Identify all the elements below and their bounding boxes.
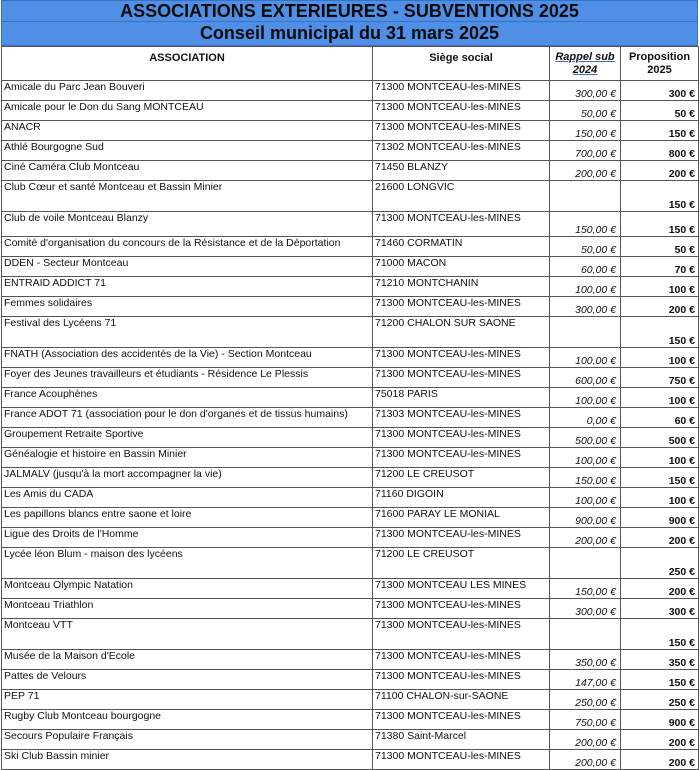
table-row (2, 579, 699, 599)
rappel-2024-cell: 150,00 € (550, 468, 621, 488)
rappel-2024-cell: 350,00 € (550, 650, 621, 670)
siege-social-cell: 71200 LE CREUSOT (373, 468, 550, 488)
proposition-2025-cell: 200 € (621, 528, 699, 548)
proposition-2025-cell: 150 € (621, 317, 699, 348)
rappel-2024-cell: 50,00 € (550, 101, 621, 121)
siege-social-cell: 71450 BLANZY (373, 161, 550, 181)
proposition-2025-cell: 150 € (621, 670, 699, 690)
siege-social-cell: 71160 DIGOIN (373, 488, 550, 508)
rappel-2024-cell: 200,00 € (550, 750, 621, 770)
table-row (2, 650, 699, 670)
proposition-2025-cell: 500 € (621, 428, 699, 448)
rappel-2024-cell: 100,00 € (550, 488, 621, 508)
proposition-2025-cell: 150 € (621, 468, 699, 488)
siege-social-cell: 71300 MONTCEAU-les-MINES (373, 750, 550, 770)
proposition-2025-cell: 70 € (621, 257, 699, 277)
rappel-2024-cell (550, 548, 621, 579)
proposition-2025-cell: 150 € (621, 181, 699, 212)
table-row (2, 368, 699, 388)
association-name-cell: Montceau Triathlon (2, 599, 373, 619)
proposition-2025-cell: 250 € (621, 690, 699, 710)
siege-social-cell: 71200 CHALON SUR SAONE (373, 317, 550, 348)
page-title: ASSOCIATIONS EXTERIEURES - SUBVENTIONS 2025 (1, 0, 698, 22)
proposition-2025-cell: 150 € (621, 212, 699, 237)
proposition-2025-cell: 900 € (621, 710, 699, 730)
proposition-2025-cell: 200 € (621, 730, 699, 750)
rappel-2024-cell: 100,00 € (550, 277, 621, 297)
siege-social-cell: 71300 MONTCEAU-les-MINES (373, 368, 550, 388)
table-row (2, 141, 699, 161)
siege-social-cell: 75018 PARIS (373, 388, 550, 408)
siege-social-cell: 71300 MONTCEAU-les-MINES (373, 81, 550, 101)
association-name-cell: Femmes solidaires (2, 297, 373, 317)
table-row (2, 710, 699, 730)
association-name-cell: Les Amis du CADA (2, 488, 373, 508)
header-siege: Siège social (373, 47, 550, 81)
siege-social-cell: 71200 LE CREUSOT (373, 548, 550, 579)
siege-social-cell: 71300 MONTCEAU-les-MINES (373, 212, 550, 237)
rappel-2024-cell: 100,00 € (550, 348, 621, 368)
rappel-2024-cell: 750,00 € (550, 710, 621, 730)
siege-social-cell: 71000 MACON (373, 257, 550, 277)
proposition-2025-cell: 100 € (621, 277, 699, 297)
association-name-cell: Athlé Bourgogne Sud (2, 141, 373, 161)
siege-social-cell: 71460 CORMATIN (373, 237, 550, 257)
proposition-2025-cell: 200 € (621, 161, 699, 181)
header-rappel (550, 47, 621, 81)
table-row (2, 388, 699, 408)
siege-social-cell: 71300 MONTCEAU-les-MINES (373, 428, 550, 448)
siege-social-cell: 71300 MONTCEAU-les-MINES (373, 528, 550, 548)
rappel-2024-cell: 50,00 € (550, 237, 621, 257)
rappel-2024-cell: 200,00 € (550, 730, 621, 750)
proposition-2025-cell: 250 € (621, 548, 699, 579)
rappel-2024-cell: 150,00 € (550, 121, 621, 141)
siege-social-cell: 71300 MONTCEAU-les-MINES (373, 348, 550, 368)
association-name-cell: Club Cœur et santé Montceau et Bassin Minier (2, 181, 373, 212)
table-row (2, 237, 699, 257)
proposition-2025-cell: 900 € (621, 508, 699, 528)
rappel-2024-cell: 147,00 € (550, 670, 621, 690)
table-row (2, 317, 699, 348)
table-row (2, 81, 699, 101)
association-name-cell: Comité d'organisation du concours de la Résistance et de la Déportation (2, 237, 373, 257)
association-name-cell: ANACR (2, 121, 373, 141)
siege-social-cell: 71600 PARAY LE MONIAL (373, 508, 550, 528)
siege-social-cell: 71300 MONTCEAU-les-MINES (373, 101, 550, 121)
association-name-cell: Les papillons blancs entre saone et loire (2, 508, 373, 528)
association-name-cell: Généalogie et histoire en Bassin Minier (2, 448, 373, 468)
siege-social-cell: 71303 MONTCEAU-les-MINES (373, 408, 550, 428)
association-name-cell: France Acouphènes (2, 388, 373, 408)
rappel-2024-cell: 150,00 € (550, 212, 621, 237)
association-name-cell: Rugby Club Montceau bourgogne (2, 710, 373, 730)
rappel-2024-cell: 700,00 € (550, 141, 621, 161)
association-name-cell: Ligue des Droits de l'Homme (2, 528, 373, 548)
proposition-2025-cell: 100 € (621, 488, 699, 508)
siege-social-cell: 71300 MONTCEAU-les-MINES (373, 710, 550, 730)
rappel-2024-cell: 300,00 € (550, 81, 621, 101)
association-name-cell: Montceau VTT (2, 619, 373, 650)
proposition-2025-cell: 750 € (621, 368, 699, 388)
table-row (2, 548, 699, 579)
siege-social-cell: 71210 MONTCHANIN (373, 277, 550, 297)
rappel-2024-cell: 200,00 € (550, 528, 621, 548)
table-row (2, 750, 699, 770)
table-row (2, 690, 699, 710)
association-name-cell: Musée de la Maison d'Ecole (2, 650, 373, 670)
table-row (2, 348, 699, 368)
siege-social-cell: 71300 MONTCEAU-les-MINES (373, 619, 550, 650)
proposition-2025-cell: 60 € (621, 408, 699, 428)
proposition-2025-cell: 200 € (621, 579, 699, 599)
table-row (2, 528, 699, 548)
rappel-2024-cell: 200,00 € (550, 161, 621, 181)
table-row (2, 730, 699, 750)
association-name-cell: Secours Populaire Français (2, 730, 373, 750)
association-name-cell: Groupement Retraite Sportive (2, 428, 373, 448)
association-name-cell: Festival des Lycéens 71 (2, 317, 373, 348)
table-row (2, 212, 699, 237)
header-rappel-line2: 2024 (572, 63, 598, 76)
table-header-row (2, 47, 699, 81)
rappel-2024-cell (550, 619, 621, 650)
table-row (2, 428, 699, 448)
table-row (2, 257, 699, 277)
table-row (2, 468, 699, 488)
association-name-cell: Foyer des Jeunes travailleurs et étudiants - Résidence Le Plessis (2, 368, 373, 388)
association-name-cell: Ski Club Bassin minier (2, 750, 373, 770)
siege-social-cell: 71300 MONTCEAU LES MINES (373, 579, 550, 599)
header-proposition (621, 47, 699, 81)
table-row (2, 488, 699, 508)
header-association: ASSOCIATION (2, 47, 373, 81)
header-proposition-line1: Proposition (628, 50, 691, 63)
rappel-2024-cell (550, 317, 621, 348)
association-name-cell: Ciné Caméra Club Montceau (2, 161, 373, 181)
association-name-cell: DDEN - Secteur Montceau (2, 257, 373, 277)
proposition-2025-cell: 100 € (621, 448, 699, 468)
proposition-2025-cell: 300 € (621, 81, 699, 101)
siege-social-cell: 71302 MONTCEAU-les-MINES (373, 141, 550, 161)
page-subtitle: Conseil municipal du 31 mars 2025 (1, 22, 698, 46)
table-row (2, 408, 699, 428)
rappel-2024-cell: 300,00 € (550, 297, 621, 317)
siege-social-cell: 71300 MONTCEAU-les-MINES (373, 670, 550, 690)
rappel-2024-cell: 600,00 € (550, 368, 621, 388)
header-rappel-line1: Rappel sub (555, 50, 615, 63)
table-row (2, 181, 699, 212)
proposition-2025-cell: 50 € (621, 101, 699, 121)
rappel-2024-cell: 100,00 € (550, 388, 621, 408)
rappel-2024-cell: 60,00 € (550, 257, 621, 277)
rappel-2024-cell (550, 181, 621, 212)
siege-social-cell: 71300 MONTCEAU-les-MINES (373, 599, 550, 619)
proposition-2025-cell: 200 € (621, 750, 699, 770)
siege-social-cell: 71300 MONTCEAU-les-MINES (373, 448, 550, 468)
association-name-cell: Montceau Olympic Natation (2, 579, 373, 599)
table-row (2, 599, 699, 619)
association-name-cell: Pattes de Velours (2, 670, 373, 690)
rappel-2024-cell: 0,00 € (550, 408, 621, 428)
table-row (2, 101, 699, 121)
association-name-cell: Lycée léon Blum - maison des lycéens (2, 548, 373, 579)
siege-social-cell: 71100 CHALON-sur-SAONE (373, 690, 550, 710)
rappel-2024-cell: 150,00 € (550, 579, 621, 599)
association-name-cell: ENTRAID ADDICT 71 (2, 277, 373, 297)
table-row (2, 297, 699, 317)
table-row (2, 121, 699, 141)
rappel-2024-cell: 250,00 € (550, 690, 621, 710)
header-proposition-line2: 2025 (647, 63, 672, 76)
table-body (2, 81, 699, 770)
table-row (2, 448, 699, 468)
siege-social-cell: 21600 LONGVIC (373, 181, 550, 212)
proposition-2025-cell: 800 € (621, 141, 699, 161)
association-name-cell: JALMALV (jusqu'à la mort accompagner la vie) (2, 468, 373, 488)
rappel-2024-cell: 300,00 € (550, 599, 621, 619)
proposition-2025-cell: 350 € (621, 650, 699, 670)
rappel-2024-cell: 500,00 € (550, 428, 621, 448)
proposition-2025-cell: 150 € (621, 619, 699, 650)
proposition-2025-cell: 200 € (621, 297, 699, 317)
proposition-2025-cell: 300 € (621, 599, 699, 619)
subsidies-table (1, 46, 699, 770)
association-name-cell: Amicale pour le Don du Sang MONTCEAU (2, 101, 373, 121)
siege-social-cell: 71300 MONTCEAU-les-MINES (373, 121, 550, 141)
siege-social-cell: 71300 MONTCEAU-les-MINES (373, 297, 550, 317)
rappel-2024-cell: 100,00 € (550, 448, 621, 468)
table-row (2, 277, 699, 297)
proposition-2025-cell: 100 € (621, 388, 699, 408)
siege-social-cell: 71380 Saint-Marcel (373, 730, 550, 750)
association-name-cell: Club de voile Montceau Blanzy (2, 212, 373, 237)
table-row (2, 161, 699, 181)
table-row (2, 670, 699, 690)
proposition-2025-cell: 50 € (621, 237, 699, 257)
proposition-2025-cell: 150 € (621, 121, 699, 141)
association-name-cell: France ADOT 71 (association pour le don d'organes et de tissus humains) (2, 408, 373, 428)
association-name-cell: FNATH (Association des accidentés de la Vie) - Section Montceau (2, 348, 373, 368)
rappel-2024-cell: 900,00 € (550, 508, 621, 528)
table-row (2, 508, 699, 528)
table-row (2, 619, 699, 650)
association-name-cell: PEP 71 (2, 690, 373, 710)
association-name-cell: Amicale du Parc Jean Bouveri (2, 81, 373, 101)
siege-social-cell: 71300 MONTCEAU-les-MINES (373, 650, 550, 670)
proposition-2025-cell: 100 € (621, 348, 699, 368)
